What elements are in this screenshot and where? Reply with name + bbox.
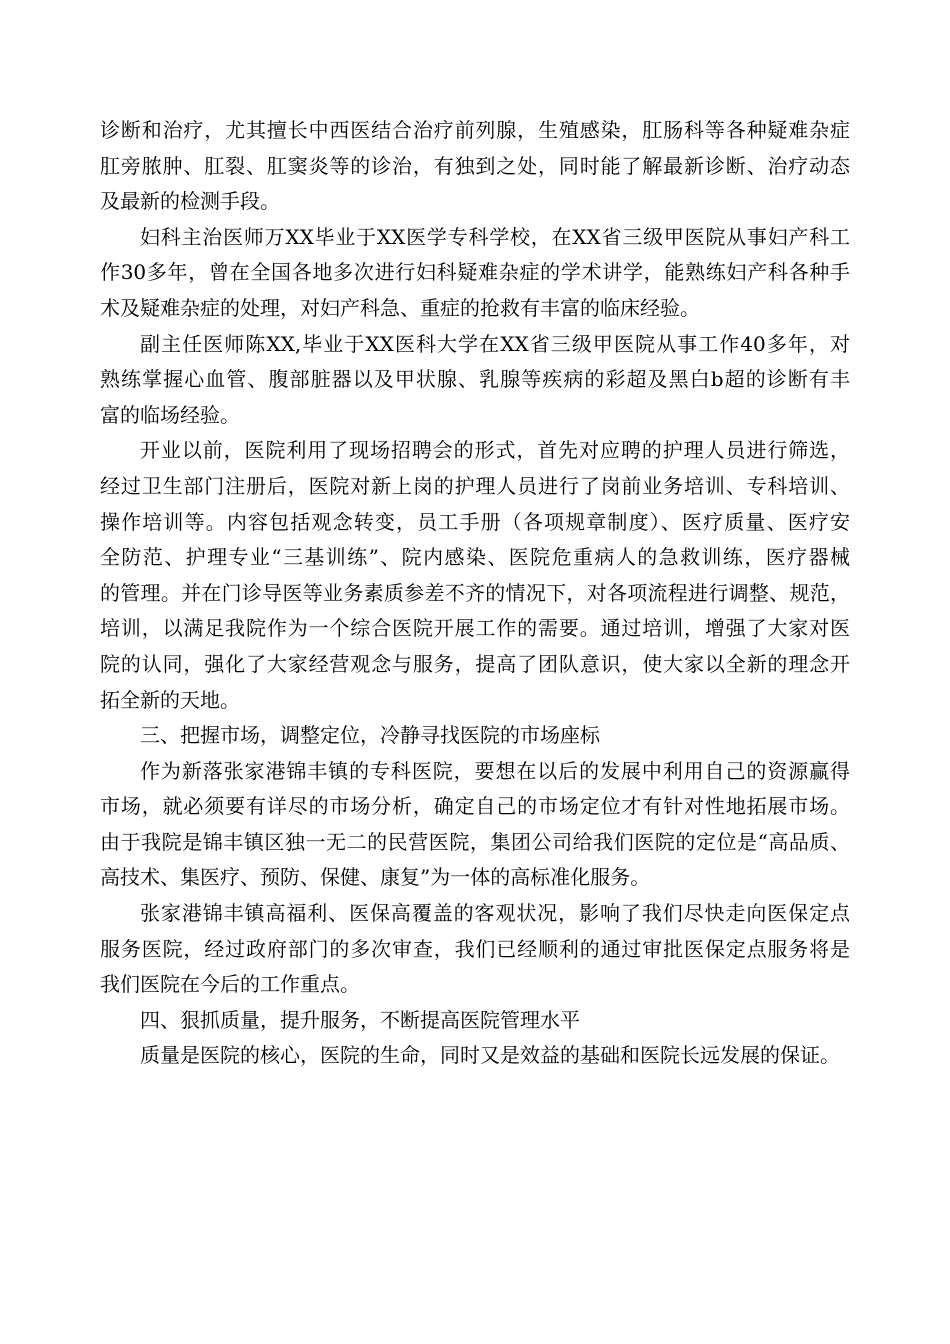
text-line: 全防范、护理专业“三基训练”、院内感染、医院危重病人的急救训练，医疗器械 — [100, 545, 850, 570]
text-line: 的管理。并在门诊导医等业务素质参差不齐的情况下，对各项流程进行调整、规范， — [100, 580, 850, 605]
text-line: 服务医院，经过政府部门的多次审查，我们已经顺利的通过审批医保定点服务将是 — [100, 936, 850, 961]
text-line: 高技术、集医疗、预防、保健、康复”为一体的高标准化服务。 — [100, 865, 651, 890]
text-line: 副主任医师陈XX,毕业于XX医科大学在XX省三级甲医院从事工作40多年，对 — [140, 331, 850, 356]
paragraph-market-analysis — [100, 754, 850, 896]
section-heading-market-positioning — [100, 718, 850, 754]
text-line: 作30多年，曾在全国各地多次进行妇科疑难杂症的学术讲学，能熟练妇产科各种手 — [100, 260, 850, 285]
text-line: 操作培训等。内容包括观念转变，员工手册（各项规章制度）、医疗质量、医疗安 — [100, 509, 850, 534]
paragraph-specialist-diagnosis — [100, 113, 850, 220]
paragraph-medical-insurance — [100, 896, 850, 1003]
text-line: 诊断和治疗，尤其擅长中西医结合治疗前列腺，生殖感染，肛肠科等各种疑难杂症 — [100, 118, 850, 142]
paragraph-gynecology-doctor — [100, 220, 850, 327]
document-body — [100, 113, 850, 1074]
text-line: 由于我院是锦丰镇区独一无二的民营医院，集团公司给我们医院的定位是“高品质、 — [100, 829, 850, 854]
text-line: 张家港锦丰镇高福利、医保高覆盖的客观状况，影响了我们尽快走向医保定点 — [140, 901, 850, 926]
text-line: 及最新的检测手段。 — [100, 189, 280, 214]
text-line: 院的认同，强化了大家经营观念与服务，提高了团队意识，使大家以全新的理念开 — [100, 651, 850, 676]
text-line: 熟练掌握心血管、腹部脏器以及甲状腺、乳腺等疾病的彩超及黑白b超的诊断有丰 — [100, 367, 850, 392]
text-line: 富的临场经验。 — [100, 402, 240, 427]
text-line: 三、把握市场，调整定位，冷静寻找医院的市场座标 — [140, 723, 600, 748]
text-line: 肛旁脓肿、肛裂、肛窦炎等的诊治，有独到之处，同时能了解最新诊断、治疗动态 — [100, 153, 850, 178]
text-line: 培训，以满足我院作为一个综合医院开展工作的需要。通过培训，增强了大家对医 — [100, 616, 850, 641]
text-line: 术及疑难杂症的处理，对妇产科急、重症的抢救有丰富的临床经验。 — [100, 295, 700, 320]
text-line: 拓全新的天地。 — [100, 687, 240, 712]
text-line: 四、狠抓质量，提升服务，不断提高医院管理水平 — [140, 1007, 580, 1032]
text-line: 妇科主治医师万XX毕业于XX医学专科学校，在XX省三级甲医院从事妇产科工 — [140, 224, 850, 249]
text-line: 市场，就必须要有详尽的市场分析，确定自己的市场定位才有针对性地拓展市场。 — [100, 794, 850, 819]
text-line: 作为新落张家港锦丰镇的专科医院，要想在以后的发展中利用自己的资源赢得 — [140, 758, 850, 783]
text-line: 经过卫生部门注册后，医院对新上岗的护理人员进行了岗前业务培训、专科培训、 — [100, 473, 850, 498]
section-heading-quality-management — [100, 1003, 850, 1039]
text-line: 我们医院在今后的工作重点。 — [100, 972, 360, 997]
paragraph-quality-core — [100, 1038, 850, 1074]
paragraph-staff-training — [100, 433, 850, 718]
text-line: 质量是医院的核心，医院的生命，同时又是效益的基础和医院长远发展的保证。 — [140, 1043, 840, 1068]
text-line: 开业以前，医院利用了现场招聘会的形式，首先对应聘的护理人员进行筛选， — [140, 438, 850, 463]
paragraph-ultrasound-doctor — [100, 327, 850, 434]
